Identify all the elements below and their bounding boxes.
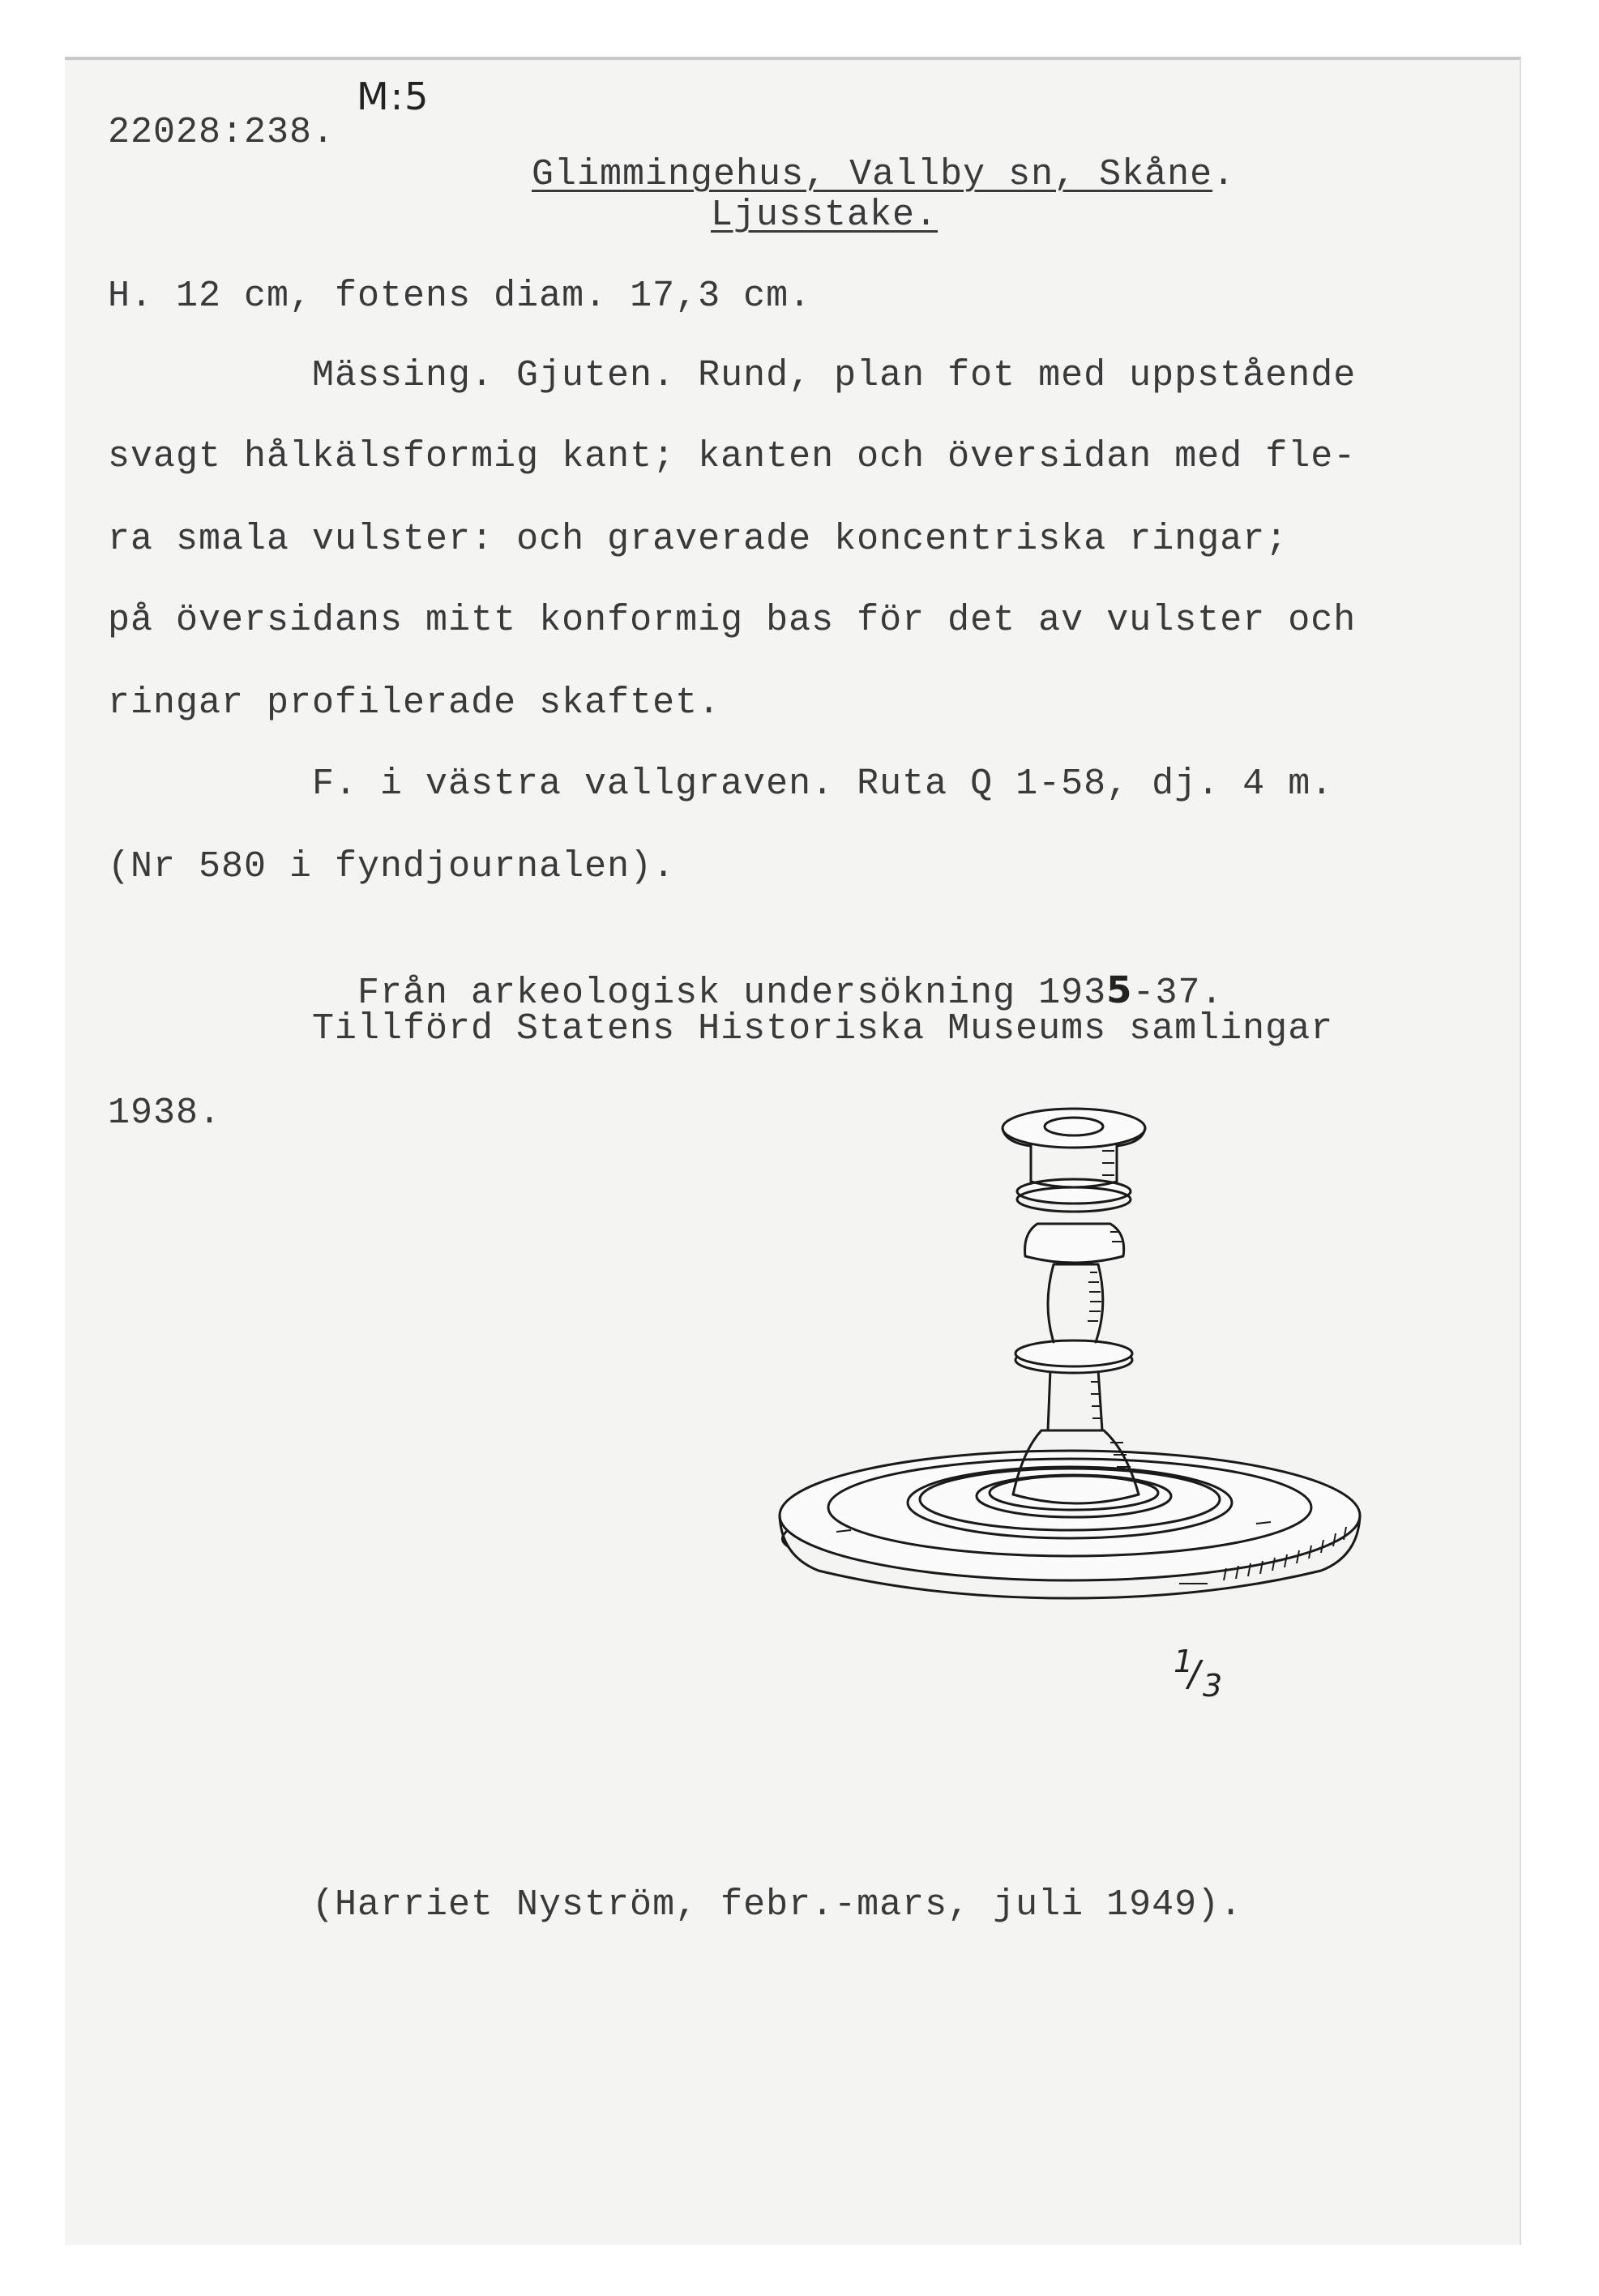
find-line-1: F. i västra vallgraven. Ruta Q 1-58, dj. 4 m. (312, 763, 1334, 805)
excavation-suffix: -37. (1132, 973, 1224, 1014)
handwritten-mark: M:5 (357, 75, 430, 118)
scale-numerator: 1 (1174, 1644, 1194, 1679)
object-name: Ljusstake. (711, 195, 938, 236)
author-line: (Harriet Nyström, febr.-mars, juli 1949). (312, 1884, 1243, 1926)
location-text: Glimmingehus, Vallby sn, Skåne (532, 154, 1213, 195)
find-line-2: (Nr 580 i fyndjournalen). (108, 846, 676, 887)
museum-line-2: 1938. (108, 1092, 222, 1134)
location-heading (486, 112, 1235, 196)
excavation-prefix: Från arkeologisk undersökning 193 (357, 973, 1107, 1014)
candlestick-drawing (770, 1102, 1370, 1605)
museum-line-1: Tillförd Statens Historiska Museums samlingar (312, 1008, 1334, 1050)
description-line-4: på översidans mitt konformig bas för det av vulster och (108, 600, 1357, 641)
dimensions: H. 12 cm, fotens diam. 17,3 cm. (108, 276, 812, 317)
scale-denominator: 3 (1203, 1668, 1223, 1704)
scale-slash: / (1188, 1653, 1200, 1695)
catalog-number: 22028:238. (108, 112, 336, 153)
description-line-5: ringar profilerade skaftet. (108, 682, 721, 724)
description-line-2: svagt hålkälsformig kant; kanten och översidan med fle- (108, 436, 1357, 477)
excavation-handwritten-digit: 5 (1106, 968, 1133, 1011)
description-line-3: ra smala vulster: och graverade koncentriska ringar; (108, 519, 1289, 560)
excavation-line (312, 927, 1224, 1015)
location-period: . (1212, 154, 1236, 195)
description-line-1: Mässing. Gjuten. Rund, plan fot med uppstående (312, 355, 1357, 396)
